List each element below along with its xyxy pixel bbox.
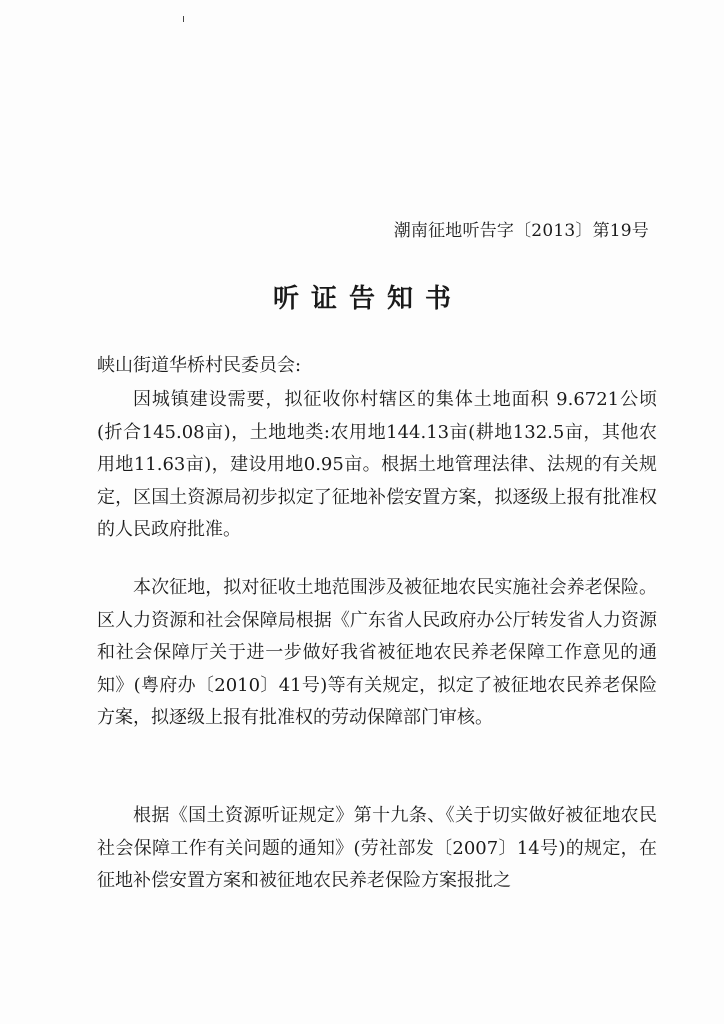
paragraph-land-requisition: 因城镇建设需要，拟征收你村辖区的集体土地面积 9.6721公顷(折合145.08亩)，土地地类:农用地144.13亩(耕地132.5亩，其他农用地11.63亩)，建设用地0.95亩。根据土地管理法律、法规的有关规定，区国土资源局初步拟定了征地补偿安置方案，拟逐级上报有批准权的人民政府批准。 bbox=[97, 389, 657, 541]
scan-mark bbox=[183, 16, 184, 22]
document-number: 潮南征地听告字〔2013〕第19号 bbox=[393, 221, 649, 241]
paragraph-hearing-basis: 根据《国土资源听证规定》第十九条、《关于切实做好被征地农民社会保障工作有关问题的通知》(劳社部发〔2007〕14号)的规定，在征地补偿安置方案和被征地农民养老保险方案报批之 bbox=[97, 805, 657, 892]
paragraph-pension-insurance: 本次征地，拟对征收土地范围涉及被征地农民实施社会养老保险。区人力资源和社会保障局根据《广东省人民政府办公厅转发省人力资源和社会保障厅关于进一步做好我省被征地农民养老保障工作意见的通知》(粤府办〔2010〕41号)等有关规定，拟定了被征地农民养老保险方案，拟逐级上报有批准权的劳动保障部门审核。 bbox=[97, 577, 657, 729]
document-title: 听证告知书 bbox=[272, 284, 463, 314]
salutation: 峡山街道华桥村民委员会: bbox=[97, 355, 302, 376]
